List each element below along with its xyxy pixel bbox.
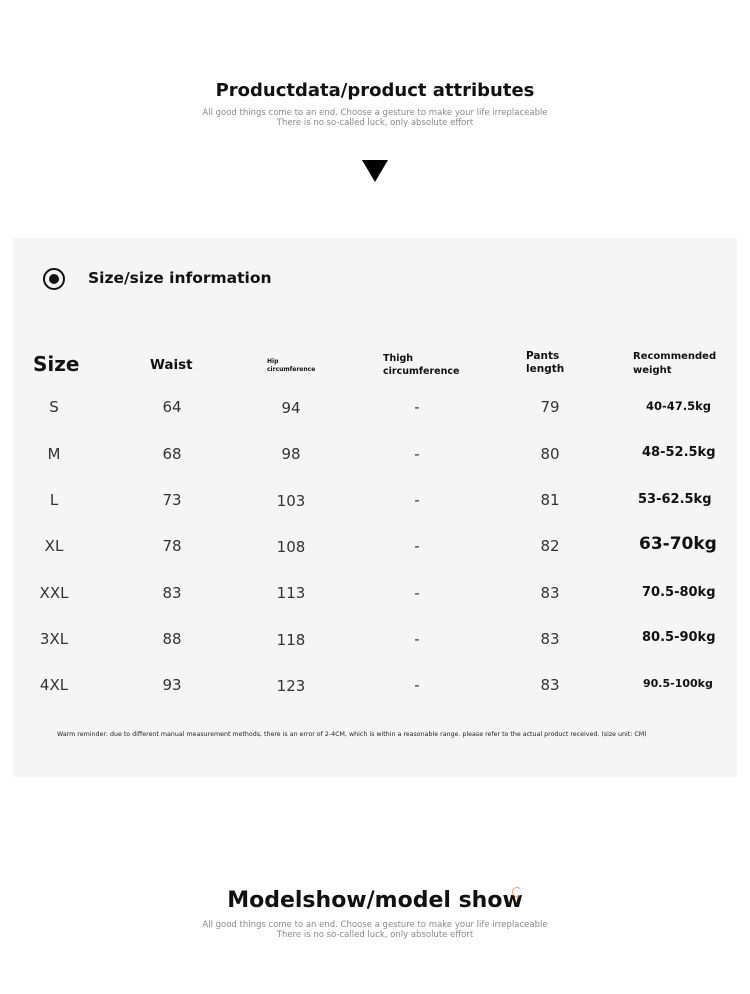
waist-cell: 93	[162, 676, 182, 694]
model-show-subtitle	[0, 920, 750, 940]
header-weight-line-1: Recommended	[633, 351, 717, 362]
size-cell: M	[47, 445, 61, 463]
model-show-title: Modelshow/model show	[227, 888, 523, 913]
hip-cell: 98	[281, 445, 301, 463]
thigh-cell: -	[414, 398, 420, 416]
header-thigh-line-1: Thigh	[383, 353, 414, 364]
weight-cell: 48-52.5kg	[642, 445, 716, 460]
thigh-cell: -	[414, 491, 420, 509]
sparkle-icon	[512, 887, 522, 897]
thigh-cell: -	[414, 445, 420, 463]
size-info-title: Size/size information	[88, 269, 272, 287]
header-thigh	[383, 352, 459, 378]
attributes-header	[0, 80, 750, 128]
length-cell: 82	[540, 537, 560, 555]
model-subtitle-line-2: There is no so-called luck, only absolute effort	[276, 930, 474, 940]
weight-cell: 90.5-100kg	[643, 677, 713, 690]
waist-cell: 88	[162, 630, 182, 648]
length-cell: 83	[540, 584, 560, 602]
hip-cell: 113	[276, 584, 306, 602]
hip-cell: 94	[281, 399, 301, 417]
thigh-cell: -	[414, 584, 420, 602]
header-pants-line-1: Pants	[526, 350, 560, 362]
attributes-subtitle-line-2: There is no so-called luck, only absolute effort	[276, 118, 474, 128]
length-cell: 81	[540, 491, 560, 509]
length-cell: 83	[540, 676, 560, 694]
waist-cell: 78	[162, 537, 182, 555]
size-cell: 3XL	[39, 630, 69, 648]
thigh-cell: -	[414, 630, 420, 648]
weight-cell: 70.5-80kg	[642, 585, 716, 600]
attributes-subtitle-line-1: All good things come to an end. Choose a gesture to make your life irreplaceable	[202, 108, 548, 118]
header-hip-line-2: circumference	[267, 366, 316, 373]
weight-cell: 53-62.5kg	[638, 492, 712, 507]
model-subtitle-line-1: All good things come to an end. Choose a gesture to make your life irreplaceable	[202, 920, 548, 930]
hip-cell: 118	[276, 631, 306, 649]
header-hip-line-1: Hip	[267, 358, 279, 365]
radio-bullet-icon	[43, 268, 65, 290]
attributes-title: Productdata/product attributes	[215, 80, 535, 101]
hip-cell: 108	[276, 538, 306, 556]
size-cell: S	[49, 398, 59, 416]
size-cell: XXL	[39, 584, 69, 602]
header-weight-line-2: weight	[633, 365, 672, 376]
waist-cell: 68	[162, 445, 182, 463]
header-hip	[267, 358, 315, 374]
size-cell: XL	[44, 537, 64, 555]
header-waist: Waist	[150, 357, 193, 373]
model-show-header	[0, 888, 750, 940]
hip-cell: 103	[276, 492, 306, 510]
length-cell: 80	[540, 445, 560, 463]
weight-cell: 40-47.5kg	[646, 399, 712, 413]
triangle-down-icon	[362, 160, 388, 182]
measurement-note: Warm reminder: due to different manual measurement methods, there is an error of 2-4CM, which is within a reasonable range. please refer to the actual product received. (size unit: CM)	[57, 731, 647, 738]
size-cell: 4XL	[39, 676, 69, 694]
hip-cell: 123	[276, 677, 306, 695]
thigh-cell: -	[414, 676, 420, 694]
size-info-panel	[13, 238, 737, 777]
waist-cell: 83	[162, 584, 182, 602]
size-cell: L	[49, 491, 59, 509]
waist-cell: 64	[162, 398, 182, 416]
header-size: Size	[33, 352, 80, 376]
header-pants-length	[526, 350, 564, 376]
length-cell: 83	[540, 630, 560, 648]
waist-cell: 73	[162, 491, 182, 509]
weight-cell: 63-70kg	[639, 534, 717, 554]
header-pants-line-2: length	[526, 363, 565, 375]
attributes-subtitle	[0, 108, 750, 128]
header-recommended-weight	[633, 350, 716, 378]
weight-cell: 80.5-90kg	[642, 630, 716, 645]
thigh-cell: -	[414, 537, 420, 555]
length-cell: 79	[540, 398, 560, 416]
header-thigh-line-2: circumference	[383, 366, 460, 377]
